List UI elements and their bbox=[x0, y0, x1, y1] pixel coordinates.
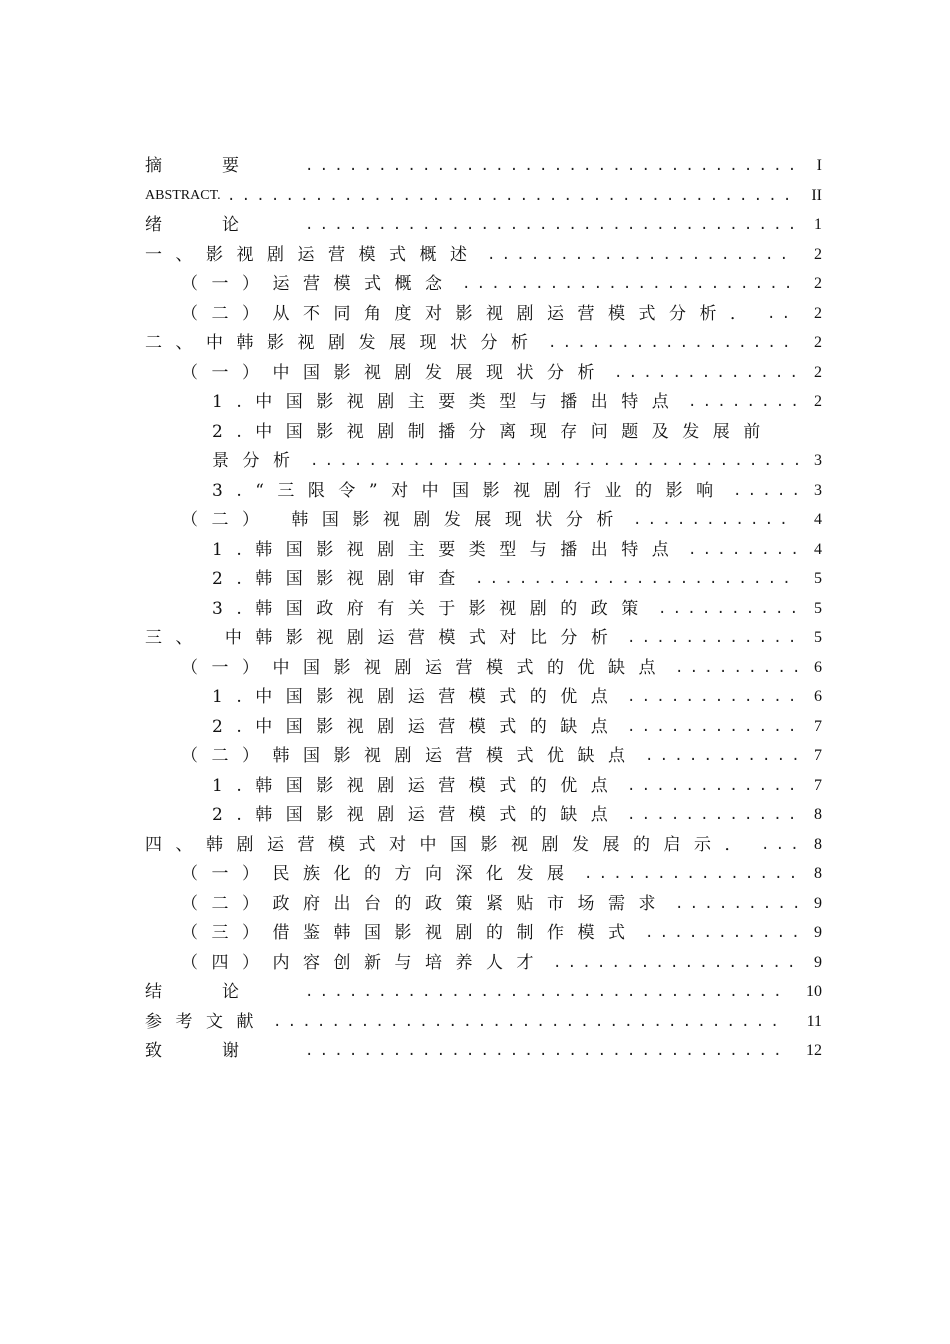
toc-page-number: 4 bbox=[814, 511, 822, 528]
toc-entry[interactable] bbox=[181, 862, 822, 886]
toc-entry[interactable] bbox=[212, 715, 822, 739]
toc-leader-dots: ........... bbox=[645, 925, 806, 941]
toc-entry-label: 1.中国影视剧运营模式的优点 bbox=[212, 687, 622, 707]
toc-leader-dots: ............. bbox=[614, 365, 805, 381]
toc-page-number: 12 bbox=[806, 1042, 822, 1059]
toc-page-number: 9 bbox=[814, 954, 822, 971]
toc-page-number: 2 bbox=[814, 246, 822, 263]
toc-page-number: 7 bbox=[814, 777, 822, 794]
toc-page-number: 5 bbox=[814, 629, 822, 646]
toc-entry[interactable] bbox=[212, 567, 822, 591]
toc-page-number: 6 bbox=[814, 659, 822, 676]
toc-page-number: 1 bbox=[814, 216, 822, 233]
toc-leader-dots: ........... bbox=[645, 748, 806, 764]
toc-entry-label: （一）中国影视剧运营模式的优缺点 bbox=[181, 658, 669, 678]
toc-entry[interactable] bbox=[212, 803, 822, 827]
toc-page-number: 4 bbox=[814, 541, 822, 558]
toc-page-number: 6 bbox=[814, 688, 822, 705]
toc-leader-dots: ......... bbox=[675, 896, 807, 912]
toc-leader-dots: .......... bbox=[658, 601, 805, 617]
toc-page-number: 8 bbox=[814, 836, 822, 853]
toc-entry[interactable] bbox=[181, 656, 822, 680]
toc-leader-dots: ....................................... bbox=[227, 188, 798, 204]
toc-entry-label: 1.韩国影视剧运营模式的优点 bbox=[212, 776, 622, 796]
toc-leader-dots: ............ bbox=[627, 689, 803, 705]
toc-entry[interactable] bbox=[181, 951, 822, 975]
toc-entry-label: 2.韩国影视剧运营模式的缺点 bbox=[212, 805, 622, 825]
toc-page-number: 2 bbox=[814, 334, 822, 351]
toc-leader-dots: ..... bbox=[733, 483, 807, 499]
toc-page-number: 2 bbox=[814, 275, 822, 292]
toc-entry-label: 3.“三限令”对中国影视剧行业的影响 bbox=[212, 481, 727, 501]
toc-entry[interactable] bbox=[181, 272, 822, 296]
toc-entry[interactable] bbox=[145, 1039, 822, 1063]
toc-entry[interactable] bbox=[212, 538, 822, 562]
toc-page-number: 7 bbox=[814, 747, 822, 764]
toc-page-number: 2 bbox=[814, 364, 822, 381]
toc-entry[interactable] bbox=[212, 420, 822, 444]
toc-entry[interactable] bbox=[212, 597, 822, 621]
toc-entry[interactable] bbox=[145, 184, 822, 208]
toc-entry[interactable] bbox=[212, 685, 822, 709]
toc-leader-dots: ................. bbox=[548, 335, 797, 351]
toc-entry[interactable] bbox=[145, 154, 822, 178]
toc-leader-dots: .. bbox=[767, 306, 797, 322]
toc-entry-label: 一、影视剧运营模式概述 bbox=[145, 245, 481, 265]
toc-leader-dots: ......... bbox=[675, 660, 807, 676]
toc-leader-dots: ...................... bbox=[475, 571, 797, 587]
toc-entry-label: （一）运营模式概念 bbox=[181, 274, 456, 294]
toc-page-number: 3 bbox=[814, 452, 822, 469]
toc-entry[interactable] bbox=[145, 243, 822, 267]
toc-page-number: I bbox=[816, 157, 822, 174]
toc-leader-dots: .................................. bbox=[305, 217, 803, 233]
toc-entry-label: （二） 韩国影视剧发展现状分析 bbox=[181, 510, 627, 530]
toc-page-number: 7 bbox=[814, 718, 822, 735]
toc-entry-label: （二）韩国影视剧运营模式优缺点 bbox=[181, 746, 639, 766]
toc-entry-label: ABSTRACT. bbox=[145, 184, 223, 208]
toc-entry[interactable] bbox=[181, 744, 822, 768]
toc-entry[interactable] bbox=[212, 479, 822, 503]
toc-entry-label: 1.韩国影视剧主要类型与播出特点 bbox=[212, 540, 683, 560]
toc-leader-dots: ............ bbox=[627, 778, 803, 794]
toc-entry-label: 摘要 bbox=[145, 156, 299, 176]
toc-entry-label: 致谢 bbox=[145, 1041, 299, 1061]
toc-leader-dots: ................................. bbox=[305, 1043, 788, 1059]
toc-leader-dots: ....................... bbox=[462, 276, 799, 292]
toc-entry-label: 四、韩剧运营模式对中国影视剧发展的启示． bbox=[145, 835, 755, 855]
toc-entry-label: （三）借鉴韩国影视剧的制作模式 bbox=[181, 923, 639, 943]
toc-leader-dots: ................................... bbox=[273, 1014, 786, 1030]
toc-leader-dots: ..................... bbox=[487, 247, 795, 263]
toc-entry-label: 绪论 bbox=[145, 215, 299, 235]
toc-entry[interactable] bbox=[145, 626, 822, 650]
toc-leader-dots: ........... bbox=[633, 512, 794, 528]
toc-leader-dots: ............... bbox=[584, 866, 804, 882]
toc-entry[interactable] bbox=[212, 774, 822, 798]
toc-leader-dots: ............ bbox=[627, 807, 803, 823]
toc-entry-label: 景分析 bbox=[212, 451, 304, 471]
toc-entry-label: 3.韩国政府有关于影视剧的政策 bbox=[212, 599, 652, 619]
toc-page-number: 8 bbox=[814, 865, 822, 882]
toc-page-number: 11 bbox=[806, 1013, 822, 1030]
toc-entry-label: 1.中国影视剧主要类型与播出特点 bbox=[212, 392, 683, 412]
toc-page-number: 8 bbox=[814, 806, 822, 823]
toc-entry-label: 结论 bbox=[145, 982, 299, 1002]
toc-entry-label: （一）民族化的方向深化发展 bbox=[181, 864, 578, 884]
toc-page-number: II bbox=[811, 187, 822, 204]
toc-entry[interactable] bbox=[145, 331, 822, 355]
toc-entry-label: （二）从不同角度对影视剧运营模式分析． bbox=[181, 304, 761, 324]
toc-leader-dots: ............ bbox=[627, 630, 803, 646]
toc-entry-label: 参考文献 bbox=[145, 1012, 267, 1032]
toc-entry-label: 二、中韩影视剧发展现状分析 bbox=[145, 333, 542, 353]
toc-entry[interactable] bbox=[181, 361, 822, 385]
toc-entry[interactable] bbox=[181, 921, 822, 945]
toc-leader-dots: .................................. bbox=[305, 158, 803, 174]
toc-entry[interactable] bbox=[181, 892, 822, 916]
toc-leader-dots: ........ bbox=[688, 542, 806, 558]
toc-page-number: 3 bbox=[814, 482, 822, 499]
toc-entry[interactable] bbox=[181, 302, 822, 326]
toc-entry-label: （一）中国影视剧发展现状分析 bbox=[181, 363, 608, 383]
toc-leader-dots: ... bbox=[761, 837, 805, 853]
toc-entry[interactable] bbox=[145, 213, 822, 237]
toc-leader-dots: ................. bbox=[553, 955, 802, 971]
toc-leader-dots: ............ bbox=[627, 719, 803, 735]
toc-entry[interactable] bbox=[212, 390, 822, 414]
toc-entry[interactable] bbox=[145, 980, 822, 1004]
toc-entry[interactable] bbox=[145, 1010, 822, 1034]
toc-page-number: 2 bbox=[814, 305, 822, 322]
toc-entry-label: （四）内容创新与培养人才 bbox=[181, 953, 547, 973]
toc-leader-dots: .................................. bbox=[310, 453, 808, 469]
toc-leader-dots: ................................. bbox=[305, 984, 788, 1000]
toc-page-number: 9 bbox=[814, 924, 822, 941]
toc-entry-label: 2.中国影视剧制播分离现存问题及发展前 bbox=[212, 422, 774, 442]
toc-entry-label: 2.韩国影视剧审查 bbox=[212, 569, 469, 589]
toc-entry[interactable] bbox=[181, 508, 822, 532]
toc-leader-dots: ........ bbox=[688, 394, 806, 410]
toc-page-number: 10 bbox=[806, 983, 822, 1000]
toc-entry-label: 2.中国影视剧运营模式的缺点 bbox=[212, 717, 622, 737]
toc-page-number: 5 bbox=[814, 600, 822, 617]
toc-entry[interactable] bbox=[145, 833, 822, 857]
toc-entry[interactable] bbox=[212, 449, 822, 473]
toc-page-number: 2 bbox=[814, 393, 822, 410]
toc-page-number: 5 bbox=[814, 570, 822, 587]
toc-page-number: 9 bbox=[814, 895, 822, 912]
toc-entry-label: （二）政府出台的政策紧贴市场需求 bbox=[181, 894, 669, 914]
toc-entry-label: 三、 中韩影视剧运营模式对比分析 bbox=[145, 628, 622, 648]
